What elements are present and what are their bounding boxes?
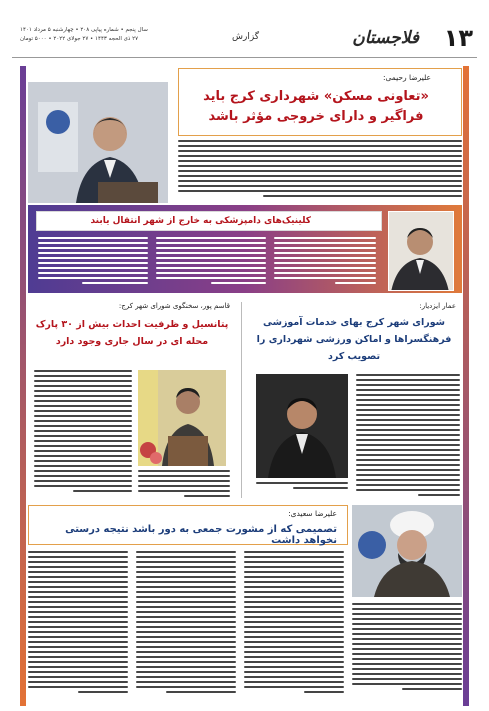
page-number: ۱۳ <box>443 24 473 52</box>
article-4-headline: شورای شهر کرج بهای خدمات آموزشی فرهنگسراها و اماکن ورزشی شهرداری را تصویب کرد <box>256 317 452 362</box>
article-3-photo <box>138 370 226 466</box>
article-1 <box>28 68 462 203</box>
article-2-headline-box <box>36 211 382 231</box>
masthead-rule <box>12 57 477 58</box>
article-2-body-text-col-3 <box>274 237 376 289</box>
article-1-kicker: علیرضا رحیمی: <box>382 73 431 82</box>
article-1-body-text <box>178 140 462 202</box>
article-5-body-text-col-1 <box>28 551 128 697</box>
newspaper-logo: فلاجستان <box>352 28 419 48</box>
article-3-body-text-col-2 <box>138 470 230 498</box>
section-title: گزارش <box>232 32 260 42</box>
article-3-headline: پتانسیل و ظرفیت احداث بیش از ۳۰ پارک محله ای در سال جاری وجود دارد <box>35 319 229 347</box>
issue-info <box>20 26 200 44</box>
article-4-body-text <box>356 374 460 498</box>
article-5-body-text-col-3 <box>244 551 344 697</box>
article-2-band <box>28 205 462 293</box>
article-5-headline-box <box>28 505 348 545</box>
article-5 <box>28 505 462 701</box>
issue-line-2: ۲۷ ذی الحجه ۱۴۴۳ • ۲۷ جولای ۲۰۲۲ • ۵۰۰۰ تومان <box>20 36 139 42</box>
article-5-body-text-col-4 <box>352 603 462 697</box>
article-2-headline: کلینیک‌های دامپزشکی به خارج از شهر انتقال یابند <box>90 216 311 226</box>
article-1-headline: «تعاونی مسکن» شهرداری کرج باید فراگیر و دارای خروجی مؤثر باشد <box>203 89 429 124</box>
decorative-side-bar-left <box>20 66 26 706</box>
article-1-headline-box <box>178 68 462 136</box>
masthead <box>12 22 477 58</box>
column-divider <box>241 302 242 498</box>
article-5-photo <box>352 505 462 597</box>
decorative-side-bar-right <box>463 66 469 706</box>
article-4 <box>246 300 462 502</box>
article-4-photo <box>256 374 348 478</box>
article-2-photo <box>388 211 454 291</box>
article-2-body-text-col-1 <box>38 237 148 289</box>
article-5-kicker: علیرضا سعیدی: <box>288 509 337 518</box>
article-2-body-text-col-2 <box>156 237 266 289</box>
article-1-photo <box>28 82 168 203</box>
article-3 <box>28 300 236 502</box>
article-5-body-text-col-2 <box>136 551 236 697</box>
issue-line-1: سال پنجم • شماره پیاپی ۲۰۸ • چهارشنبه ۵ مرداد ۱۴۰۱ <box>20 27 148 33</box>
article-3-body-text-col-1 <box>34 370 132 498</box>
article-5-headline: تصمیمی که از مشورت جمعی به دور باشد نتیجه درستی نخواهد داشت <box>65 524 337 546</box>
article-4-kicker: عمار ایزدیار: <box>419 302 456 310</box>
article-3-kicker: قاسم پور، سخنگوی شورای شهر کرج: <box>118 302 230 310</box>
article-4-photo-caption <box>256 482 348 498</box>
